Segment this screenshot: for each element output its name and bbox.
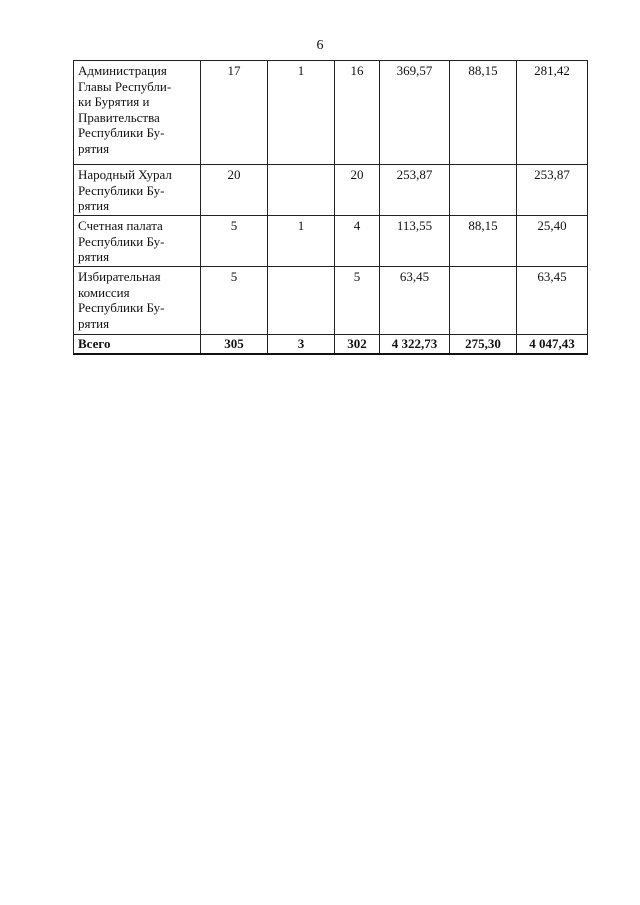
page-number: 6 — [316, 38, 324, 53]
value-cell: 20 — [335, 165, 380, 216]
name-line: рятия — [78, 140, 110, 156]
name-line: Республики Бу- — [78, 300, 165, 315]
name-line: Избирательная — [78, 269, 161, 284]
value-cell: 17 — [201, 61, 268, 165]
name-line: Народный Хурал — [78, 167, 172, 182]
total-value-cell: 3 — [268, 335, 335, 354]
table-row — [74, 61, 588, 165]
value-cell: 253,87 — [380, 165, 450, 216]
name-line: рятия — [78, 315, 110, 331]
name-line: рятия — [78, 198, 110, 213]
budget-table — [73, 60, 588, 355]
total-row — [74, 335, 588, 354]
total-value-cell: 4 047,43 — [517, 335, 588, 354]
organization-name-cell — [74, 267, 201, 335]
name-line: рятия — [78, 249, 110, 264]
value-cell: 88,15 — [450, 216, 517, 267]
total-value-cell: 302 — [335, 335, 380, 354]
value-cell: 253,87 — [517, 165, 588, 216]
value-cell: 5 — [201, 216, 268, 267]
name-line: комиссия — [78, 284, 130, 300]
total-value-cell: 4 322,73 — [380, 335, 450, 354]
name-line: Республики Бу- — [78, 182, 165, 198]
organization-name-cell — [74, 165, 201, 216]
value-cell — [268, 165, 335, 216]
value-cell: 5 — [335, 267, 380, 335]
table-row — [74, 267, 588, 335]
value-cell: 4 — [335, 216, 380, 267]
organization-name-cell — [74, 61, 201, 165]
name-line: Счетная палата — [78, 218, 163, 233]
total-value-cell: 305 — [201, 335, 268, 354]
value-cell: 88,15 — [450, 61, 517, 165]
name-line: Республики Бу- — [78, 125, 165, 140]
name-line: ки Бурятия и — [78, 94, 150, 109]
name-line: Республики Бу- — [78, 233, 165, 249]
name-line: Администрация — [78, 63, 167, 78]
organization-name-cell — [74, 216, 201, 267]
table-row — [74, 216, 588, 267]
value-cell: 1 — [268, 61, 335, 165]
value-cell: 20 — [201, 165, 268, 216]
table-row — [74, 165, 588, 216]
name-line: Главы Республи- — [78, 78, 172, 94]
total-label: Всего — [74, 335, 201, 354]
value-cell: 5 — [201, 267, 268, 335]
value-cell: 1 — [268, 216, 335, 267]
value-cell: 63,45 — [380, 267, 450, 335]
value-cell: 281,42 — [517, 61, 588, 165]
value-cell: 25,40 — [517, 216, 588, 267]
value-cell: 369,57 — [380, 61, 450, 165]
value-cell: 16 — [335, 61, 380, 165]
value-cell — [450, 267, 517, 335]
value-cell: 63,45 — [517, 267, 588, 335]
value-cell — [268, 267, 335, 335]
total-value-cell: 275,30 — [450, 335, 517, 354]
value-cell: 113,55 — [380, 216, 450, 267]
name-line: Правительства — [78, 109, 160, 125]
value-cell — [450, 165, 517, 216]
